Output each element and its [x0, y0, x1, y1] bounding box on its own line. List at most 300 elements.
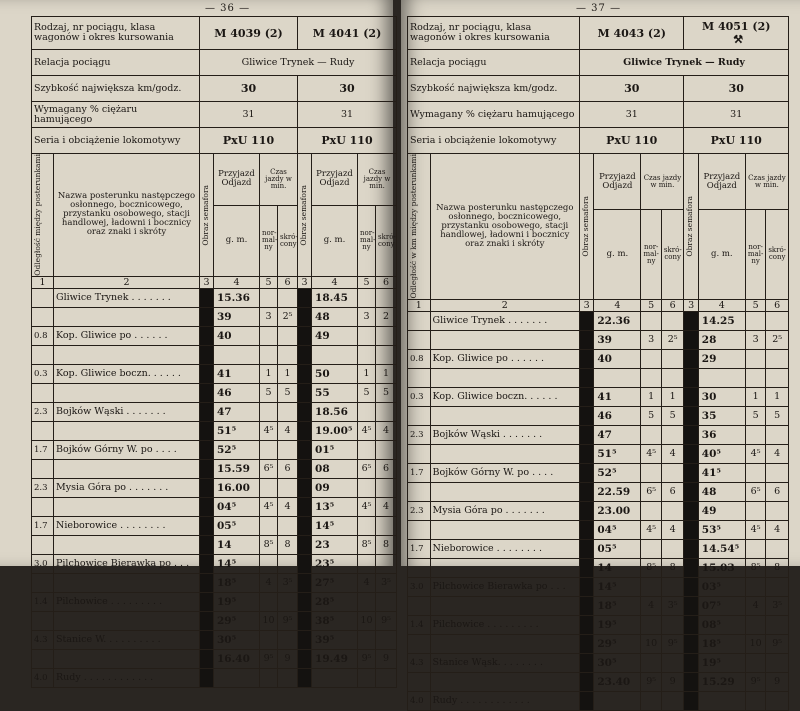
semaphore-cell — [200, 440, 214, 459]
time-train-1: 52⁵ — [594, 463, 641, 482]
time-train-1: 14 — [594, 558, 641, 577]
runtime-short-1 — [278, 554, 298, 573]
runtime-normal-1 — [260, 668, 278, 687]
runtime-short-1: 8 — [661, 558, 684, 577]
semaphore-cell — [580, 387, 594, 406]
runtime-short-1: 4 — [661, 444, 684, 463]
loco-2: PxU 110 — [684, 128, 789, 154]
runtime-short-1 — [661, 349, 684, 368]
table-row — [32, 516, 397, 535]
col-number: 6 — [766, 299, 789, 311]
runtime-normal-2: 5 — [745, 406, 765, 425]
runtime-short-2 — [766, 463, 789, 482]
table-row — [32, 326, 397, 345]
runtime-normal-1: 6⁵ — [260, 459, 278, 478]
col-semaphore-header: Obraz semafora — [580, 154, 594, 300]
left-page — [0, 0, 396, 684]
runtime-short-2 — [376, 554, 397, 573]
col-distance-header: Odległość w km między posterunkami — [408, 154, 431, 300]
table-row — [32, 459, 397, 478]
time-train-1: 39 — [594, 330, 641, 349]
runtime-short-1: 3⁵ — [278, 573, 298, 592]
table-row — [408, 463, 789, 482]
semaphore-cell — [684, 691, 698, 710]
runtime-normal-2 — [358, 516, 376, 535]
runtime-normal-2: 8⁵ — [745, 558, 765, 577]
runtime-short-2 — [376, 402, 397, 421]
distance-cell — [32, 649, 54, 668]
semaphore-cell — [298, 592, 312, 611]
semaphore-cell — [684, 558, 698, 577]
runtime-normal-1 — [260, 440, 278, 459]
distance-cell: 1.4 — [408, 615, 431, 634]
time-train-1: 04⁵ — [594, 520, 641, 539]
runtime-normal-1: 9⁵ — [641, 672, 661, 691]
runtime-short-2: 2⁵ — [766, 330, 789, 349]
runtime-short-2 — [376, 516, 397, 535]
station-name — [430, 444, 580, 463]
time-train-1: 04⁵ — [214, 497, 260, 516]
semaphore-cell — [684, 482, 698, 501]
time-train-2: 28⁵ — [312, 592, 358, 611]
label-relation: Relacja pociągu — [408, 50, 580, 76]
distance-cell — [408, 558, 431, 577]
semaphore-cell — [200, 478, 214, 497]
runtime-normal-2 — [745, 368, 765, 387]
semaphore-cell — [298, 535, 312, 554]
runtime-normal-2 — [358, 440, 376, 459]
col-hm-header: g. m. — [214, 205, 260, 276]
runtime-short-2: 4 — [376, 497, 397, 516]
time-train-2 — [312, 668, 358, 687]
runtime-short-1 — [661, 615, 684, 634]
col-runtime-header: Czas jazdy w min. — [745, 154, 788, 210]
semaphore-cell — [200, 307, 214, 326]
runtime-short-2: 6 — [766, 482, 789, 501]
runtime-short-1: 5 — [278, 383, 298, 402]
timetable — [407, 16, 789, 711]
station-name: Pilchowice Bierawka po . . . — [54, 554, 200, 573]
relation: Gliwice Trynek — Rudy — [580, 50, 789, 76]
runtime-normal-2 — [745, 653, 765, 672]
runtime-normal-2 — [745, 539, 765, 558]
station-name — [430, 558, 580, 577]
distance-cell: 4.3 — [408, 653, 431, 672]
semaphore-cell — [200, 630, 214, 649]
time-train-2: 55 — [312, 383, 358, 402]
runtime-short-2 — [376, 326, 397, 345]
table-row — [32, 421, 397, 440]
distance-cell — [408, 672, 431, 691]
distance-cell — [32, 611, 54, 630]
runtime-normal-1: 5 — [260, 383, 278, 402]
distance-cell — [408, 330, 431, 349]
time-train-2: 50 — [312, 364, 358, 383]
table-row — [408, 558, 789, 577]
runtime-short-2: 8 — [376, 535, 397, 554]
semaphore-cell — [580, 482, 594, 501]
runtime-normal-1: 4⁵ — [641, 444, 661, 463]
table-row — [408, 311, 789, 330]
runtime-normal-2 — [745, 311, 765, 330]
semaphore-cell — [298, 649, 312, 668]
table-row — [32, 573, 397, 592]
runtime-short-1: 9 — [661, 672, 684, 691]
runtime-short-2: 9 — [766, 672, 789, 691]
station-name — [430, 672, 580, 691]
col-semaphore-header: Obraz semafora — [684, 154, 698, 300]
semaphore-cell — [580, 634, 594, 653]
semaphore-cell — [200, 497, 214, 516]
runtime-short-1 — [278, 478, 298, 497]
distance-cell: 0.3 — [32, 364, 54, 383]
col-number: 1 — [32, 276, 54, 288]
station-name: Gliwice Trynek . . . . . . . — [430, 311, 580, 330]
runtime-short-1: 2⁵ — [661, 330, 684, 349]
train-number-2 — [684, 17, 789, 50]
table-row — [32, 630, 397, 649]
loco-2: PxU 110 — [298, 128, 397, 154]
semaphore-cell — [298, 402, 312, 421]
runtime-normal-1 — [641, 349, 661, 368]
semaphore-cell — [298, 497, 312, 516]
runtime-normal-2: 1 — [745, 387, 765, 406]
time-train-1 — [214, 345, 260, 364]
time-train-2: 09 — [312, 478, 358, 497]
time-train-1: 46 — [594, 406, 641, 425]
col-number: 4 — [594, 299, 641, 311]
semaphore-cell — [684, 463, 698, 482]
col-number: 5 — [641, 299, 661, 311]
runtime-short-1 — [661, 368, 684, 387]
runtime-normal-2: 4 — [358, 573, 376, 592]
time-train-2: 49 — [698, 501, 745, 520]
table-row — [408, 349, 789, 368]
col-number: 3 — [200, 276, 214, 288]
col-arrival-header: Przyjazd Odjazd — [698, 154, 745, 210]
runtime-short-2 — [376, 668, 397, 687]
time-train-1: 05⁵ — [214, 516, 260, 535]
station-name: Bojków Górny W. po . . . . — [430, 463, 580, 482]
label-brake: Wymagany % ciężaru hamującego — [408, 102, 580, 128]
table-row — [32, 611, 397, 630]
table-row — [32, 383, 397, 402]
runtime-normal-1 — [641, 539, 661, 558]
runtime-short-2: 3⁵ — [766, 596, 789, 615]
semaphore-cell — [298, 421, 312, 440]
runtime-normal-2: 4⁵ — [358, 421, 376, 440]
runtime-short-1 — [661, 691, 684, 710]
table-row — [32, 592, 397, 611]
distance-cell — [408, 634, 431, 653]
col-number: 2 — [430, 299, 580, 311]
runtime-normal-2: 8⁵ — [358, 535, 376, 554]
station-name — [54, 497, 200, 516]
brake-1: 31 — [580, 102, 684, 128]
distance-cell: 1.7 — [32, 516, 54, 535]
time-train-1: 16.40 — [214, 649, 260, 668]
table-row — [408, 672, 789, 691]
semaphore-cell — [580, 577, 594, 596]
label-speed: Szybkość największa km/godz. — [32, 76, 200, 102]
runtime-normal-2 — [745, 691, 765, 710]
time-train-1: 46 — [214, 383, 260, 402]
col-hm-header: g. m. — [594, 210, 641, 299]
runtime-normal-1: 4 — [260, 573, 278, 592]
station-name — [430, 596, 580, 615]
semaphore-cell — [684, 539, 698, 558]
column-number-row — [408, 299, 789, 311]
table-row — [32, 364, 397, 383]
runtime-normal-2: 5 — [358, 383, 376, 402]
distance-cell — [32, 459, 54, 478]
time-train-1: 41 — [594, 387, 641, 406]
semaphore-cell — [580, 653, 594, 672]
runtime-short-2: 6 — [376, 459, 397, 478]
semaphore-cell — [684, 520, 698, 539]
time-train-2: 30 — [698, 387, 745, 406]
loco-1: PxU 110 — [200, 128, 298, 154]
runtime-normal-2 — [745, 615, 765, 634]
station-name: Rudy . . . . . . . . . . . . — [430, 691, 580, 710]
time-train-2: 01⁵ — [312, 440, 358, 459]
semaphore-cell — [580, 558, 594, 577]
col-number: 2 — [54, 276, 200, 288]
semaphore-cell — [200, 345, 214, 364]
time-train-2 — [698, 368, 745, 387]
semaphore-cell — [580, 463, 594, 482]
runtime-short-1 — [278, 630, 298, 649]
table-row — [408, 406, 789, 425]
runtime-short-2 — [376, 288, 397, 307]
runtime-normal-2 — [358, 630, 376, 649]
runtime-short-2 — [376, 478, 397, 497]
runtime-short-2: 8 — [766, 558, 789, 577]
station-name: Gliwice Trynek . . . . . . . — [54, 288, 200, 307]
runtime-normal-1: 8⁵ — [260, 535, 278, 554]
time-train-2: 14.25 — [698, 311, 745, 330]
runtime-short-2: 5 — [376, 383, 397, 402]
runtime-normal-2 — [745, 577, 765, 596]
label-brake: Wymagany % ciężaru hamującego — [32, 102, 200, 128]
semaphore-cell — [298, 345, 312, 364]
time-train-1: 30⁵ — [214, 630, 260, 649]
runtime-short-2: 3⁵ — [376, 573, 397, 592]
runtime-normal-1 — [641, 368, 661, 387]
col-short-header: skró-cony — [278, 205, 298, 276]
station-name: Stanice Wąsk. . . . . . . . — [430, 653, 580, 672]
runtime-normal-2 — [745, 501, 765, 520]
runtime-normal-2: 9⁵ — [745, 672, 765, 691]
distance-cell: 1.7 — [32, 440, 54, 459]
semaphore-cell — [298, 307, 312, 326]
label-train: Rodzaj, nr pociągu, klasa wagonów i okres kursowania — [32, 17, 200, 50]
semaphore-cell — [298, 288, 312, 307]
runtime-normal-1: 4⁵ — [260, 497, 278, 516]
time-train-2: 27⁵ — [312, 573, 358, 592]
time-train-2: 18.56 — [312, 402, 358, 421]
timetable — [31, 16, 397, 688]
station-name: Kop. Gliwice po . . . . . . — [430, 349, 580, 368]
semaphore-cell — [580, 349, 594, 368]
distance-cell: 2.3 — [408, 425, 431, 444]
runtime-normal-2 — [358, 402, 376, 421]
table-row — [408, 653, 789, 672]
runtime-short-1: 4 — [278, 421, 298, 440]
col-number: 5 — [358, 276, 376, 288]
table-row — [408, 577, 789, 596]
runtime-normal-2: 3 — [358, 307, 376, 326]
runtime-short-1 — [278, 345, 298, 364]
column-number-row — [32, 276, 397, 288]
runtime-short-2 — [766, 653, 789, 672]
runtime-short-1: 1 — [278, 364, 298, 383]
runtime-short-1: 4 — [278, 497, 298, 516]
semaphore-cell — [580, 539, 594, 558]
table-row — [32, 649, 397, 668]
runtime-normal-2: 4⁵ — [745, 520, 765, 539]
runtime-short-1 — [278, 288, 298, 307]
runtime-normal-1 — [641, 615, 661, 634]
time-train-2: 15.29 — [698, 672, 745, 691]
semaphore-cell — [580, 330, 594, 349]
table-row — [32, 345, 397, 364]
runtime-short-1 — [661, 539, 684, 558]
col-hm-header: g. m. — [312, 205, 358, 276]
time-train-2: 19.00⁵ — [312, 421, 358, 440]
time-train-2: 49 — [312, 326, 358, 345]
station-name — [54, 649, 200, 668]
time-train-2: 08⁵ — [698, 615, 745, 634]
runtime-normal-2 — [358, 345, 376, 364]
runtime-short-1: 2⁵ — [278, 307, 298, 326]
col-number: 5 — [745, 299, 765, 311]
runtime-normal-2: 4⁵ — [745, 444, 765, 463]
runtime-normal-1 — [260, 554, 278, 573]
runtime-short-2: 9 — [376, 649, 397, 668]
time-train-1: 19⁵ — [214, 592, 260, 611]
station-name: Bojków Górny W. po . . . . — [54, 440, 200, 459]
time-train-2: 23⁵ — [312, 554, 358, 573]
semaphore-cell — [580, 425, 594, 444]
station-name: Kop. Gliwice po . . . . . . — [54, 326, 200, 345]
distance-cell: 0.8 — [32, 326, 54, 345]
runtime-normal-1 — [260, 326, 278, 345]
runtime-normal-1: 10 — [260, 611, 278, 630]
runtime-normal-2 — [358, 554, 376, 573]
col-number: 4 — [312, 276, 358, 288]
col-number: 6 — [278, 276, 298, 288]
runtime-normal-2 — [358, 326, 376, 345]
distance-cell: 3.0 — [408, 577, 431, 596]
time-train-1 — [594, 368, 641, 387]
speed-2: 30 — [684, 76, 789, 102]
runtime-normal-2 — [358, 288, 376, 307]
runtime-short-2 — [766, 501, 789, 520]
runtime-short-2 — [766, 349, 789, 368]
time-train-2: 08 — [312, 459, 358, 478]
runtime-normal-2 — [745, 425, 765, 444]
station-name — [54, 345, 200, 364]
runtime-normal-1: 4⁵ — [641, 520, 661, 539]
time-train-2 — [312, 345, 358, 364]
semaphore-cell — [580, 596, 594, 615]
station-name — [54, 459, 200, 478]
time-train-2: 53⁵ — [698, 520, 745, 539]
relation: Gliwice Trynek — Rudy — [200, 50, 397, 76]
time-train-2: 13⁵ — [312, 497, 358, 516]
semaphore-cell — [298, 516, 312, 535]
time-train-1: 41 — [214, 364, 260, 383]
table-row — [408, 330, 789, 349]
time-train-2: 23 — [312, 535, 358, 554]
runtime-normal-1 — [260, 478, 278, 497]
runtime-short-1: 5 — [661, 406, 684, 425]
timetable-body — [408, 311, 789, 710]
station-name: Mysia Góra po . . . . . . . — [430, 501, 580, 520]
runtime-normal-2: 6⁵ — [745, 482, 765, 501]
time-train-1: 40 — [214, 326, 260, 345]
time-train-1 — [214, 668, 260, 687]
timetable-header — [32, 17, 397, 289]
col-distance-header: Odległość między posterunkami — [32, 154, 54, 277]
time-train-2: 18⁵ — [698, 634, 745, 653]
station-name — [430, 634, 580, 653]
time-train-1: 14⁵ — [214, 554, 260, 573]
semaphore-cell — [298, 440, 312, 459]
runtime-short-1: 9⁵ — [278, 611, 298, 630]
runtime-normal-1 — [260, 402, 278, 421]
semaphore-cell — [200, 554, 214, 573]
distance-cell: 2.3 — [32, 402, 54, 421]
semaphore-cell — [298, 611, 312, 630]
station-name: Nieborowice . . . . . . . . — [54, 516, 200, 535]
runtime-normal-1 — [260, 516, 278, 535]
station-name — [54, 307, 200, 326]
runtime-normal-2: 3 — [745, 330, 765, 349]
runtime-short-2 — [766, 425, 789, 444]
runtime-short-2: 4 — [766, 444, 789, 463]
table-row — [32, 535, 397, 554]
station-name: Bojków Wąski . . . . . . . — [54, 402, 200, 421]
runtime-normal-1 — [260, 345, 278, 364]
distance-cell — [408, 368, 431, 387]
time-train-1: 18⁵ — [594, 596, 641, 615]
distance-cell: 2.3 — [32, 478, 54, 497]
col-short-header: skró-cony — [376, 205, 397, 276]
runtime-short-1 — [661, 501, 684, 520]
brake-2: 31 — [298, 102, 397, 128]
table-row — [408, 615, 789, 634]
runtime-short-1 — [278, 326, 298, 345]
distance-cell — [408, 520, 431, 539]
runtime-normal-2 — [358, 478, 376, 497]
semaphore-cell — [684, 577, 698, 596]
station-name — [54, 573, 200, 592]
semaphore-cell — [200, 459, 214, 478]
table-row — [32, 668, 397, 687]
col-number: 6 — [661, 299, 684, 311]
distance-cell: 1.7 — [408, 539, 431, 558]
runtime-short-1 — [278, 402, 298, 421]
col-runtime-header: Czas jazdy w min. — [358, 154, 397, 206]
station-name: Kop. Gliwice boczn. . . . . . — [430, 387, 580, 406]
semaphore-cell — [580, 311, 594, 330]
runtime-normal-1 — [641, 311, 661, 330]
runtime-short-2: 4 — [376, 421, 397, 440]
semaphore-cell — [684, 634, 698, 653]
col-station-header: Nazwa posterunku następczego osłonnego, bocznicowego, przystanku osobowego, stacji handlowej, ładowni i bocznicy oraz znaki i skróty — [430, 154, 580, 300]
